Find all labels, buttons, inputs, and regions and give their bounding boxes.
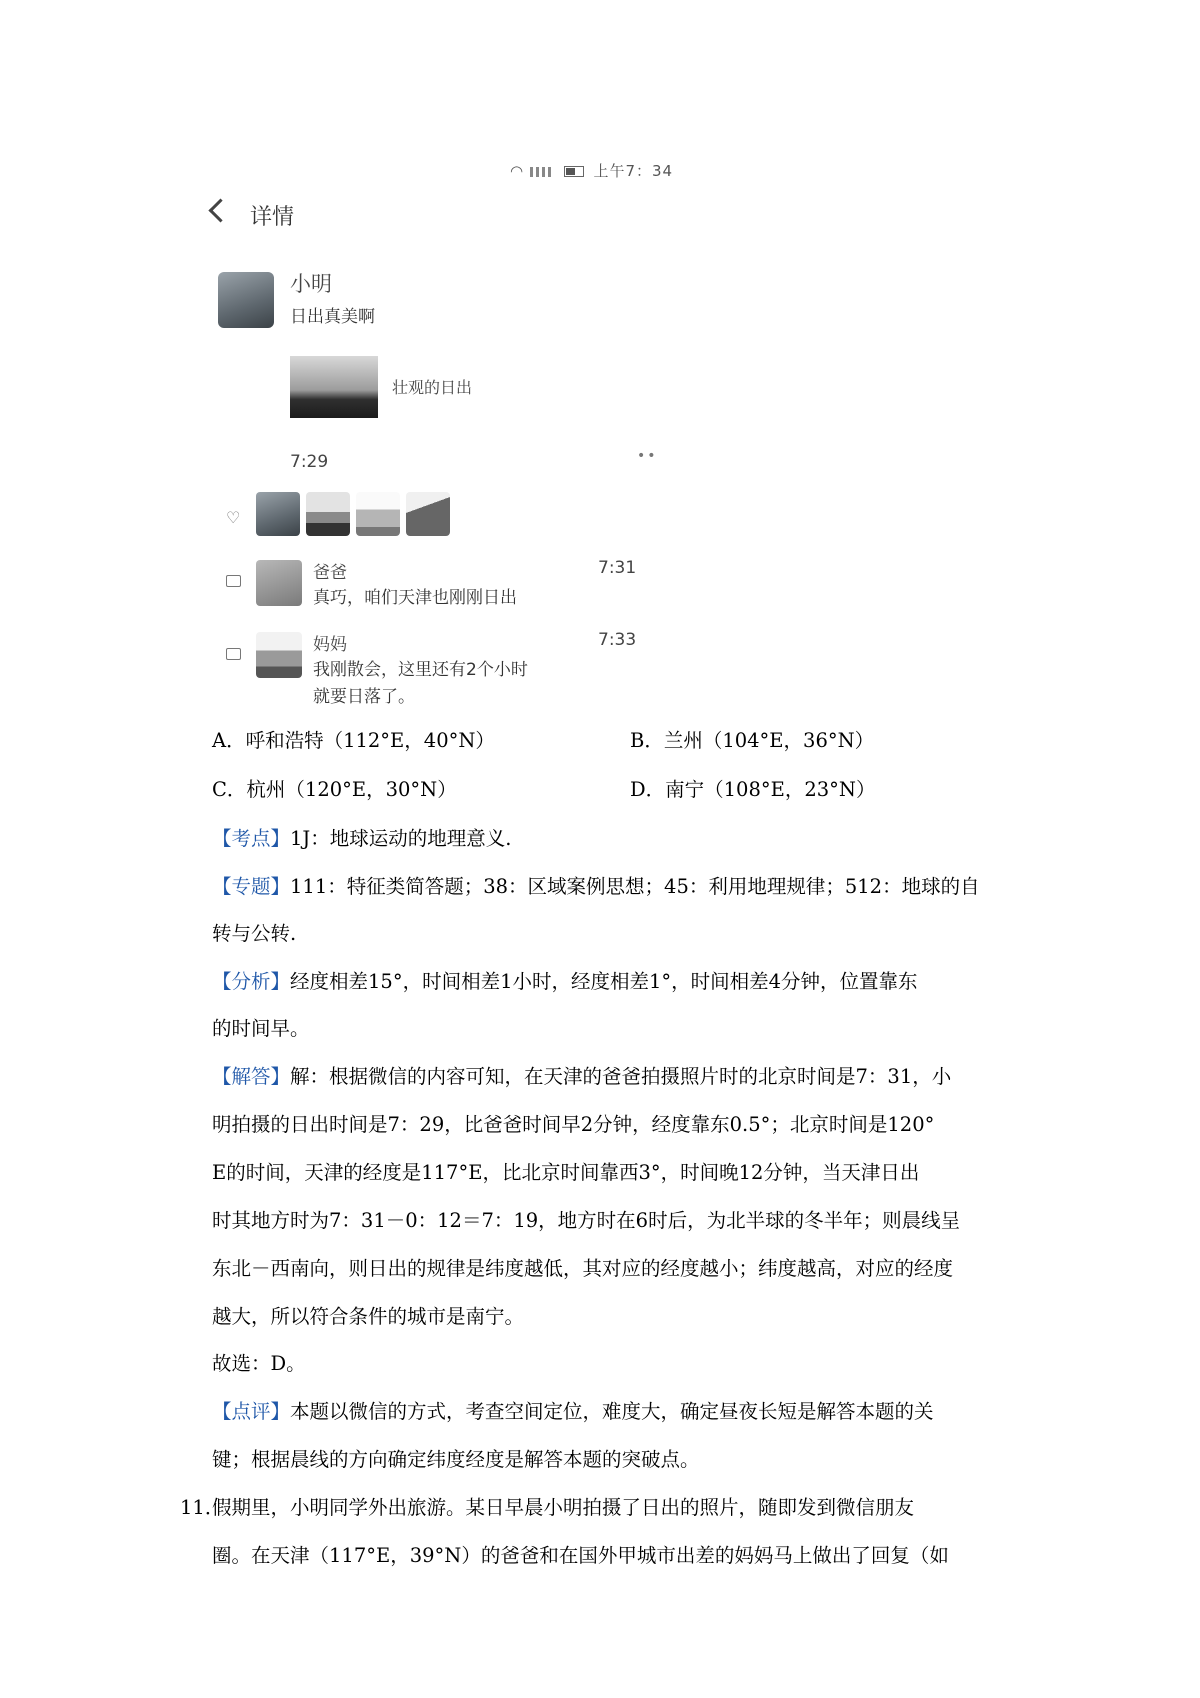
liker-avatar[interactable] bbox=[406, 492, 450, 536]
section-tag: 【点评】 bbox=[212, 1400, 291, 1423]
option-c: C．杭州（120°E，30°N） bbox=[212, 778, 457, 801]
section-tag: 【专题】 bbox=[212, 875, 291, 898]
kaodian-text: 1J：地球运动的地理意义. bbox=[290, 827, 512, 850]
dianping-section bbox=[212, 1398, 1032, 1426]
liker-avatar[interactable] bbox=[306, 492, 350, 536]
jieda-line: 东北－西南向，则日出的规律是纬度越低，其对应的经度越小；纬度越高，对应的经度 bbox=[212, 1257, 954, 1280]
question-line: 圈。在天津（117°E，39°N）的爸爸和在国外甲城市出差的妈妈马上做出了回复（如 bbox=[212, 1544, 949, 1567]
shared-link-title[interactable]: 壮观的日出 bbox=[392, 378, 473, 397]
post-time: 7:29 bbox=[290, 452, 329, 472]
section-tag: 【解答】 bbox=[212, 1065, 291, 1088]
zhuanti-line: 111：特征类简答题；38：区域案例思想；45：利用地理规律；512：地球的自 bbox=[290, 875, 980, 898]
comment-text: 真巧，咱们天津也刚刚日出 bbox=[313, 588, 517, 608]
fenxi-line: 经度相差15°，时间相差1小时，经度相差1°，时间相差4分钟，位置靠东 bbox=[290, 970, 918, 993]
fenxi-line: 的时间早。 bbox=[212, 1017, 310, 1040]
section-tag: 【分析】 bbox=[212, 970, 291, 993]
comment-avatar[interactable] bbox=[256, 632, 302, 678]
comment-icon bbox=[226, 575, 241, 587]
option-a: A．呼和浩特（112°E，40°N） bbox=[212, 729, 495, 752]
post-user-name[interactable]: 小明 bbox=[290, 272, 332, 296]
comment-time: 7:31 bbox=[598, 558, 637, 578]
dianping-line: 本题以微信的方式，考查空间定位，难度大，确定昼夜长短是解答本题的关 bbox=[290, 1400, 934, 1423]
fenxi-section bbox=[212, 968, 1032, 996]
more-icon[interactable]: •• bbox=[637, 448, 658, 464]
nav-title: 详情 bbox=[250, 205, 295, 230]
jieda-line: 明拍摄的日出时间是7：29，比爸爸时间早2分钟，经度靠东0.5°；北京时间是120° bbox=[212, 1113, 935, 1136]
jieda-line: 越大，所以符合条件的城市是南宁。 bbox=[212, 1305, 525, 1328]
kaodian-section bbox=[212, 825, 1032, 853]
question-line: 假期里，小明同学外出旅游。某日早晨小明拍摄了日出的照片，随即发到微信朋友 bbox=[212, 1496, 915, 1519]
comment-text: 就要日落了。 bbox=[313, 687, 415, 707]
zhuanti-line: 转与公转. bbox=[212, 922, 297, 945]
jieda-line: 时其地方时为7：31－0：12＝7：19，地方时在6时后，为北半球的冬半年；则晨线呈 bbox=[212, 1209, 961, 1232]
post-text: 日出真美啊 bbox=[290, 307, 375, 327]
comment-icon bbox=[226, 648, 241, 660]
signal-icon bbox=[530, 167, 554, 177]
liker-avatar[interactable] bbox=[356, 492, 400, 536]
shared-link-thumbnail[interactable] bbox=[290, 356, 378, 418]
section-tag: 【考点】 bbox=[212, 827, 291, 850]
avatar[interactable] bbox=[218, 272, 274, 328]
answer-line: 故选：D。 bbox=[212, 1352, 306, 1375]
jieda-section bbox=[212, 1063, 1032, 1091]
jieda-line: 解：根据微信的内容可知，在天津的爸爸拍摄照片时的北京时间是7：31，小 bbox=[290, 1065, 952, 1088]
zhuanti-section bbox=[212, 873, 1032, 901]
comment-name[interactable]: 爸爸 bbox=[313, 563, 347, 583]
wifi-icon: ◠ bbox=[510, 162, 525, 180]
liker-avatar[interactable] bbox=[256, 492, 300, 536]
battery-icon bbox=[564, 166, 584, 177]
comment-avatar[interactable] bbox=[256, 560, 302, 606]
heart-icon: ♡ bbox=[226, 508, 241, 527]
option-d: D．南宁（108°E，23°N） bbox=[630, 778, 876, 801]
question-number: 11． bbox=[180, 1496, 225, 1519]
status-bar bbox=[510, 160, 673, 181]
comment-name[interactable]: 妈妈 bbox=[313, 635, 347, 655]
status-time: 上午7：34 bbox=[593, 162, 674, 180]
comment-text: 我刚散会，这里还有2个小时 bbox=[313, 660, 528, 680]
comment-time: 7:33 bbox=[598, 630, 637, 650]
dianping-line: 键；根据晨线的方向确定纬度经度是解答本题的突破点。 bbox=[212, 1448, 700, 1471]
back-icon[interactable] bbox=[208, 198, 232, 222]
jieda-line: E的时间，天津的经度是117°E，比北京时间靠西3°，时间晚12分钟，当天津日出 bbox=[212, 1161, 920, 1184]
option-b: B．兰州（104°E，36°N） bbox=[630, 729, 875, 752]
